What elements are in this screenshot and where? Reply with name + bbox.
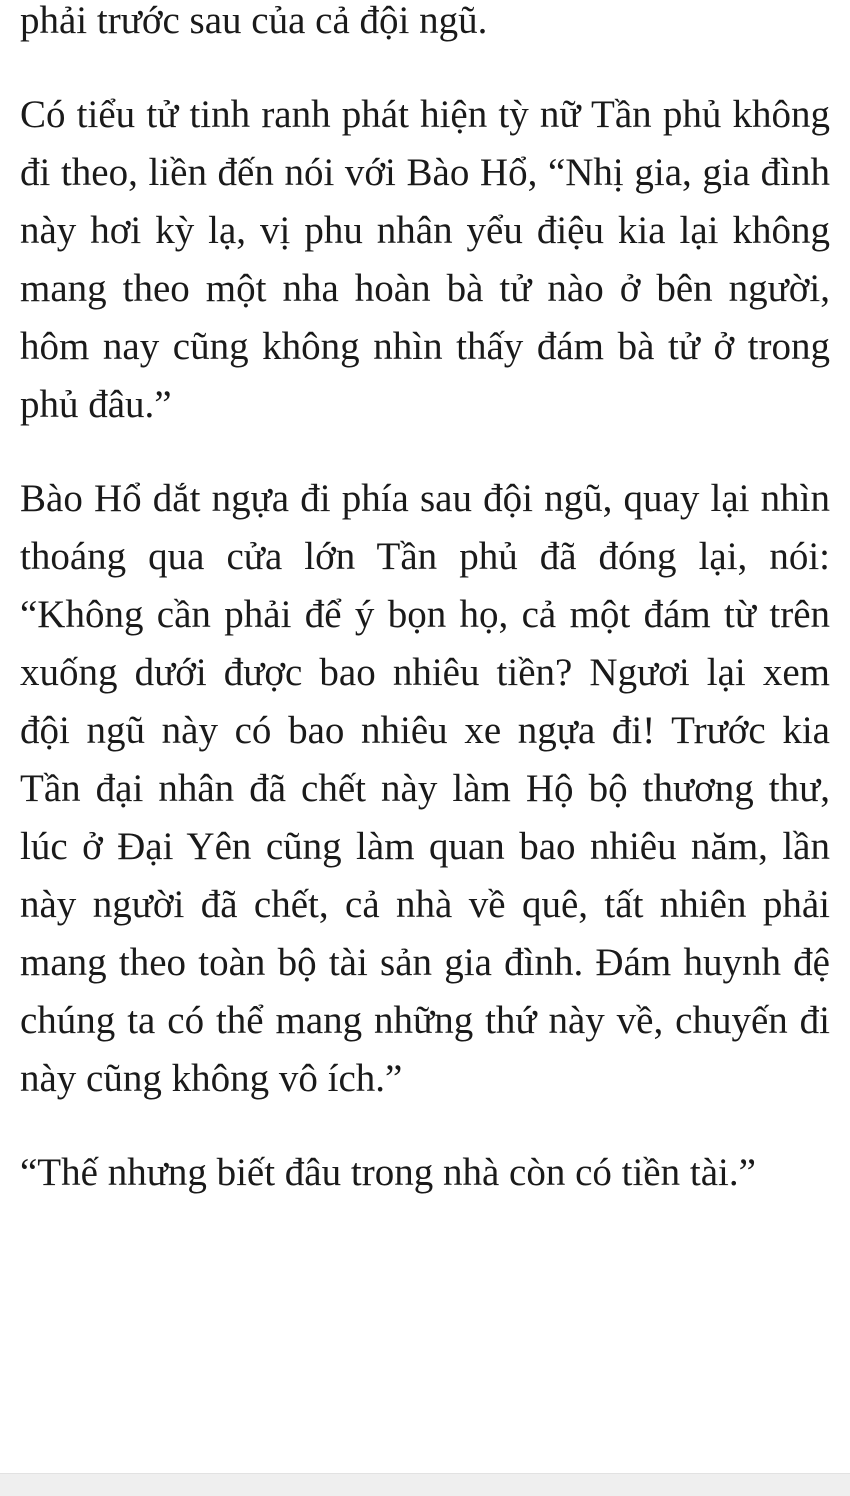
paragraph: Có tiểu tử tinh ranh phát hiện tỳ nữ Tần phủ không đi theo, liền đến nói với Bào Hổ, “Nhị gia, gia đình này hơi kỳ lạ, vị phu nhân yểu điệu kia lại không mang theo một nha hoàn bà tử nào ở bên người, hôm nay cũng không nhìn thấy đám bà tử ở trong phủ đâu.” xyxy=(20,93,830,426)
paragraph: phải trước sau của cả đội ngũ. xyxy=(20,0,488,42)
paragraph: “Thế nhưng biết đâu trong nhà còn có tiền tài.” xyxy=(20,1151,756,1194)
chapter-content xyxy=(20,0,830,1202)
paragraph: Bào Hổ dắt ngựa đi phía sau đội ngũ, quay lại nhìn thoáng qua cửa lớn Tần phủ đã đóng lại, nói: “Không cần phải để ý bọn họ, cả một đám từ trên xuống dưới được bao nhiêu tiền? Ngươi lại xem đội ngũ này có bao nhiêu xe ngựa đi! Trước kia Tần đại nhân đã chết này làm Hộ bộ thương thư, lúc ở Đại Yên cũng làm quan bao nhiêu năm, lần này người đã chết, cả nhà về quê, tất nhiên phải mang theo toàn bộ tài sản gia đình. Đám huynh đệ chúng ta có thể mang những thứ này về, chuyến đi này cũng không vô ích.” xyxy=(20,477,830,1100)
bottom-bar xyxy=(0,1473,850,1496)
